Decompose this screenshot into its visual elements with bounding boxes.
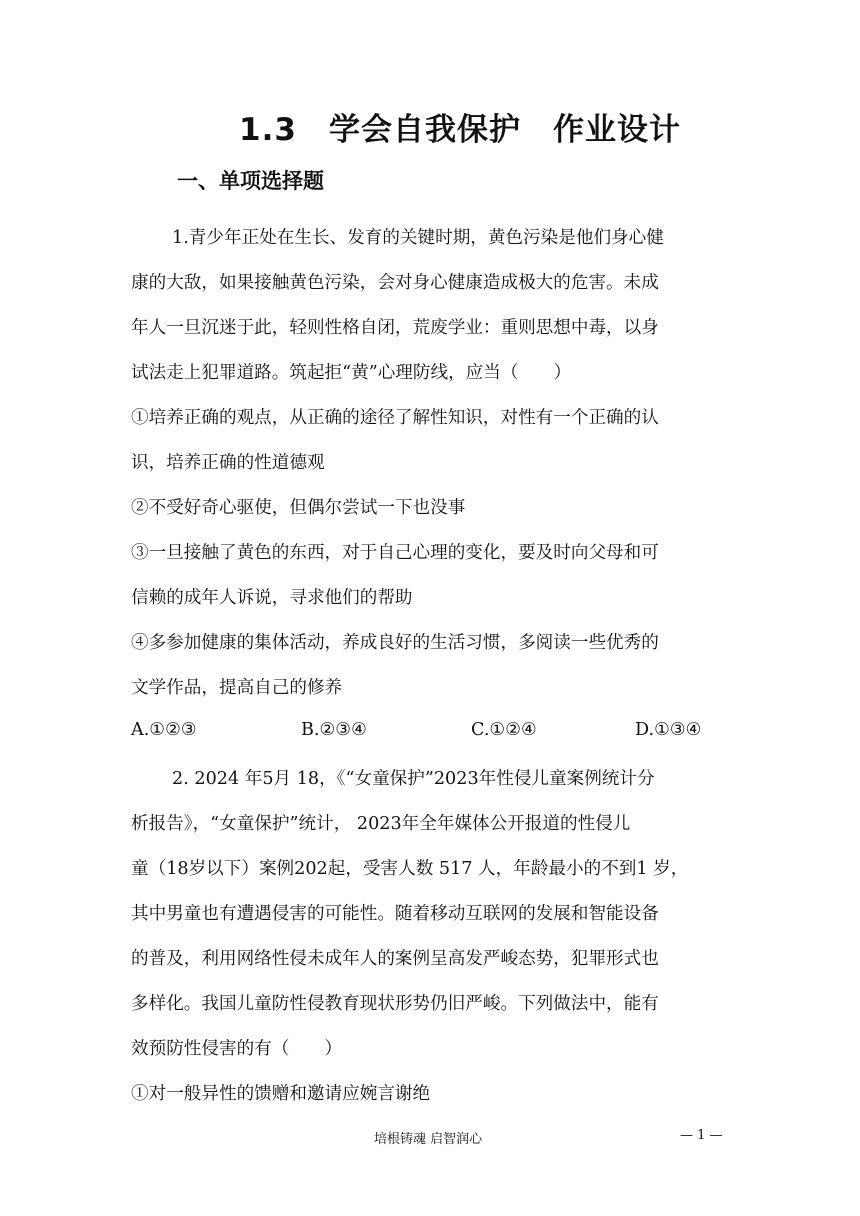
q2-line: 2. 2024 年5月 18，《“女童保护”2023年性侵儿童案例统计分 [172,769,655,789]
footer-motto: 培根铸魂 启智润心 [374,1132,483,1147]
q1-line: 识，培养正确的性道德观 [131,453,325,473]
q1-option-c: C.①②④ [471,720,537,740]
q1-line: ①培养正确的观点，从正确的途径了解性知识，对性有一个正确的认 [131,408,659,428]
q2-line: 效预防性侵害的有（ ） [131,1039,343,1059]
q1-line: 信赖的成年人诉说，寻求他们的帮助 [131,588,413,608]
document-title: 1.3 学会自我保护 作业设计 [239,112,681,148]
q1-line: 康的大敌，如果接触黄色污染，会对身心健康造成极大的危害。未成 [131,273,659,293]
q1-option-b: B.②③④ [301,720,367,740]
page-number: — 1 — [680,1128,723,1143]
q2-line: 的普及，利用网络性侵未成年人的案例呈高发严峻态势，犯罪形式也 [131,949,659,969]
q1-line: ②不受好奇心驱使，但偶尔尝试一下也没事 [131,498,466,518]
q2-line: 多样化。我国儿童防性侵教育现状形势仍旧严峻。下列做法中，能有 [131,994,659,1014]
q1-options [131,720,731,746]
q1-option-d: D.①③④ [635,720,702,740]
q1-line: 文学作品，提高自己的修养 [131,678,343,698]
q2-line: 析报告》，“女童保护”统计， 2023年全年媒体公开报道的性侵儿 [131,814,631,834]
section-heading: 一、单项选择题 [177,169,324,193]
q1-line: ③一旦接触了黄色的东西，对于自己心理的变化，要及时向父母和可 [131,543,659,563]
q2-line: 童（18岁以下）案例202起，受害人数 517 人，年龄最小的不到1 岁， [131,859,689,879]
q1-option-a: A.①②③ [131,720,197,740]
q1-line: ④多参加健康的集体活动，养成良好的生活习惯，多阅读一些优秀的 [131,633,659,653]
q1-line: 年人一旦沉迷于此，轻则性格自闭，荒废学业：重则思想中毒，以身 [131,318,659,338]
q1-line: 1.青少年正处在生长、发育的关键时期，黄色污染是他们身心健 [172,228,664,248]
q2-line: 其中男童也有遭遇侵害的可能性。随着移动互联网的发展和智能设备 [131,904,659,924]
q2-line: ①对一般异性的馈赠和邀请应婉言谢绝 [131,1084,431,1104]
q1-line: 试法走上犯罪道路。筑起拒“黄”心理防线，应当（ ） [131,363,572,383]
